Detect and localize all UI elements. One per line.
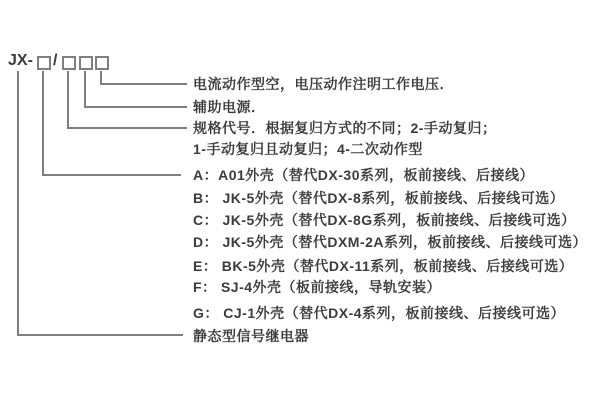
label-series-name: 静态型信号继电器 <box>193 328 309 344</box>
model-separator: / <box>53 52 58 69</box>
label-spec-code-line2: 1-手动复归且动复归；4-二次动作型 <box>193 141 423 157</box>
label-operate-type: 电流动作型空，电压动作注明工作电压． <box>193 76 454 92</box>
leader-line-operate-type <box>101 71 187 84</box>
label-case-f: F： SJ-4外壳（板前接线，导轨安装） <box>193 279 442 295</box>
label-case-c: C： JK-5外壳（替代DX-8G系列，板前接线、后接线可选） <box>193 212 576 228</box>
label-case-g: G： CJ-1外壳（替代DX-4系列，板前接线、后接线可选） <box>193 305 566 321</box>
label-case-e: E： BK-5外壳（替代DX-11系列，板前接线、后接线可选） <box>193 258 574 274</box>
label-aux-power: 辅助电源． <box>193 99 266 115</box>
label-case-b: B： JK-5外壳（替代DX-8系列，板前接线、后接线可选） <box>193 190 565 206</box>
label-case-a: A：A01外壳（替代DX-30系列，板前接线、后接线） <box>193 167 534 183</box>
leader-line-case-code <box>43 71 181 175</box>
label-spec-code-line1: 规格代号．根据复归方式的不同；2-手动复归； <box>193 120 497 136</box>
model-prefix: JX- <box>8 52 33 69</box>
label-case-d: D： JK-5外壳（替代DXM-2A系列，板前接线、后接线可选） <box>193 234 588 250</box>
